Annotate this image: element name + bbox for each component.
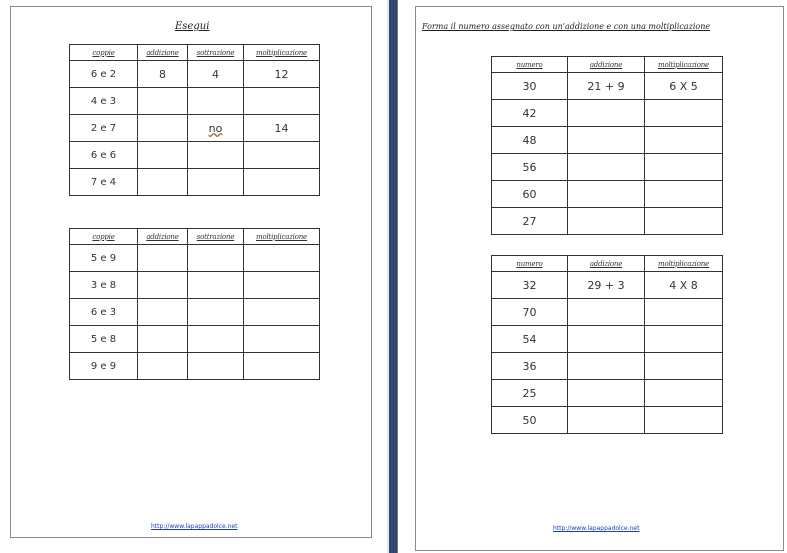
table-row — [70, 353, 320, 380]
number-cell: 36 — [492, 353, 568, 380]
table-row — [70, 245, 320, 272]
number-cell: 54 — [492, 326, 568, 353]
multiplication-cell[interactable] — [645, 380, 723, 407]
table-row — [492, 127, 723, 154]
footer-link[interactable]: http://www.lapappadolce.net — [553, 525, 640, 532]
column-header-coppie: coppie — [70, 229, 138, 245]
addition-cell[interactable] — [138, 115, 188, 142]
subtraction-cell[interactable] — [188, 299, 244, 326]
multiplication-cell[interactable] — [244, 169, 320, 196]
multiplication-cell[interactable] — [645, 100, 723, 127]
pair-cell: 6 e 2 — [70, 61, 138, 88]
number-cell: 32 — [492, 272, 568, 299]
table-row — [492, 73, 723, 100]
addition-cell[interactable]: 21 + 9 — [568, 73, 645, 100]
table-row — [492, 181, 723, 208]
addition-cell[interactable] — [568, 100, 645, 127]
multiplication-cell[interactable]: 12 — [244, 61, 320, 88]
pair-cell: 4 e 3 — [70, 88, 138, 115]
column-header-addizione: addizione — [568, 256, 645, 272]
multiplication-cell[interactable] — [244, 326, 320, 353]
number-cell: 48 — [492, 127, 568, 154]
number-cell: 42 — [492, 100, 568, 127]
addition-cell[interactable] — [568, 299, 645, 326]
table-row — [492, 407, 723, 434]
numbers-table-1 — [491, 56, 723, 235]
addition-cell[interactable] — [568, 208, 645, 235]
addition-cell[interactable] — [138, 142, 188, 169]
column-header-sottrazione: sottrazione — [188, 45, 244, 61]
addition-cell[interactable] — [568, 154, 645, 181]
multiplication-cell[interactable] — [244, 272, 320, 299]
addition-cell[interactable] — [138, 299, 188, 326]
column-header-sottrazione: sottrazione — [188, 229, 244, 245]
table-row — [70, 142, 320, 169]
multiplication-cell[interactable]: 14 — [244, 115, 320, 142]
pairs-table-2 — [69, 228, 320, 380]
multiplication-cell[interactable] — [645, 407, 723, 434]
subtraction-cell[interactable] — [188, 142, 244, 169]
pairs-table-1 — [69, 44, 320, 196]
multiplication-cell[interactable] — [645, 208, 723, 235]
right-page — [415, 6, 784, 551]
pair-cell: 2 e 7 — [70, 115, 138, 142]
column-header-addizione: addizione — [138, 45, 188, 61]
table-row — [70, 299, 320, 326]
subtraction-cell[interactable] — [188, 326, 244, 353]
addition-cell[interactable] — [568, 181, 645, 208]
multiplication-cell[interactable]: 4 X 8 — [645, 272, 723, 299]
pair-cell: 9 e 9 — [70, 353, 138, 380]
number-cell: 60 — [492, 181, 568, 208]
pair-cell: 6 e 6 — [70, 142, 138, 169]
addition-cell[interactable] — [138, 353, 188, 380]
addition-cell[interactable]: 8 — [138, 61, 188, 88]
table-row — [70, 326, 320, 353]
multiplication-cell[interactable] — [244, 142, 320, 169]
number-cell: 25 — [492, 380, 568, 407]
pair-cell: 7 e 4 — [70, 169, 138, 196]
multiplication-cell[interactable] — [645, 127, 723, 154]
addition-cell[interactable] — [568, 407, 645, 434]
multiplication-cell[interactable] — [244, 353, 320, 380]
page-divider — [387, 0, 398, 553]
number-cell: 70 — [492, 299, 568, 326]
number-cell: 56 — [492, 154, 568, 181]
table-row — [70, 169, 320, 196]
subtraction-cell[interactable] — [188, 272, 244, 299]
addition-cell[interactable] — [138, 245, 188, 272]
multiplication-cell[interactable] — [645, 154, 723, 181]
subtraction-cell[interactable] — [188, 169, 244, 196]
column-header-moltiplicazione: moltiplicazione — [645, 256, 723, 272]
column-header-numero: numero — [492, 57, 568, 73]
column-header-moltiplicazione: moltiplicazione — [645, 57, 723, 73]
multiplication-cell[interactable] — [645, 353, 723, 380]
number-cell: 27 — [492, 208, 568, 235]
table-row — [492, 272, 723, 299]
addition-cell[interactable]: 29 + 3 — [568, 272, 645, 299]
addition-cell[interactable] — [568, 127, 645, 154]
footer-link[interactable]: http://www.lapappadolce.net — [151, 523, 238, 530]
number-cell: 50 — [492, 407, 568, 434]
table-row — [492, 208, 723, 235]
table-row — [492, 326, 723, 353]
addition-cell[interactable] — [568, 353, 645, 380]
subtraction-cell[interactable] — [188, 245, 244, 272]
no-answer-text: no — [208, 121, 223, 135]
multiplication-cell[interactable] — [645, 181, 723, 208]
column-header-coppie: coppie — [70, 45, 138, 61]
column-header-numero: numero — [492, 256, 568, 272]
addition-cell[interactable] — [138, 272, 188, 299]
subtraction-cell[interactable]: 4 — [188, 61, 244, 88]
pair-cell: 6 e 3 — [70, 299, 138, 326]
table-row — [492, 100, 723, 127]
addition-cell[interactable] — [138, 88, 188, 115]
table-row — [492, 154, 723, 181]
multiplication-cell[interactable] — [645, 299, 723, 326]
subtraction-cell[interactable] — [188, 115, 244, 142]
pair-cell: 3 e 8 — [70, 272, 138, 299]
column-header-moltiplicazione: moltiplicazione — [244, 45, 320, 61]
table-row — [492, 299, 723, 326]
left-page-title: Esegui — [175, 21, 210, 32]
addition-cell[interactable] — [568, 380, 645, 407]
subtraction-cell[interactable] — [188, 88, 244, 115]
left-page — [10, 6, 372, 538]
multiplication-cell[interactable]: 6 X 5 — [645, 73, 723, 100]
number-cell: 30 — [492, 73, 568, 100]
table-row — [492, 380, 723, 407]
column-header-addizione: addizione — [138, 229, 188, 245]
table-row — [70, 88, 320, 115]
column-header-addizione: addizione — [568, 57, 645, 73]
addition-cell[interactable] — [568, 326, 645, 353]
table-row — [492, 353, 723, 380]
numbers-table-2 — [491, 255, 723, 434]
table-row — [70, 61, 320, 88]
right-page-title: Forma il numero assegnato con un'addizione e con una moltiplicazione — [422, 22, 711, 31]
addition-cell[interactable] — [138, 326, 188, 353]
pair-cell: 5 e 8 — [70, 326, 138, 353]
multiplication-cell[interactable] — [645, 326, 723, 353]
multiplication-cell[interactable] — [244, 88, 320, 115]
multiplication-cell[interactable] — [244, 245, 320, 272]
addition-cell[interactable] — [138, 169, 188, 196]
multiplication-cell[interactable] — [244, 299, 320, 326]
column-header-moltiplicazione: moltiplicazione — [244, 229, 320, 245]
table-row — [70, 115, 320, 142]
table-row — [70, 272, 320, 299]
pair-cell: 5 e 9 — [70, 245, 138, 272]
subtraction-cell[interactable] — [188, 353, 244, 380]
